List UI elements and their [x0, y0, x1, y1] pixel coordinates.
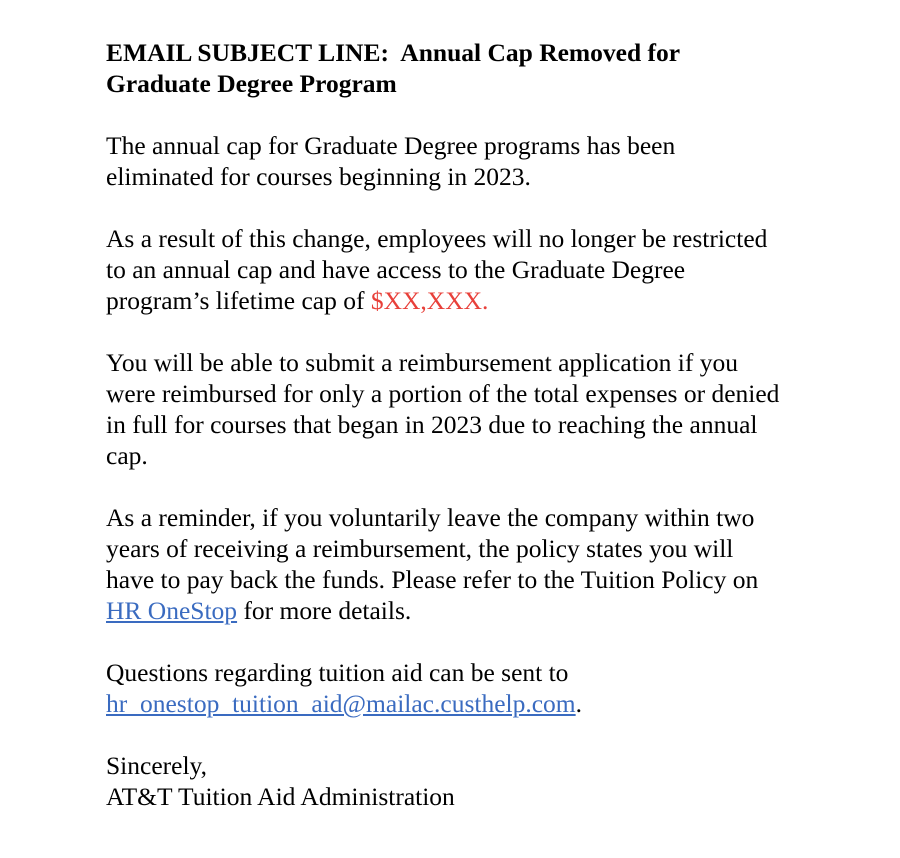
email-document	[106, 37, 786, 812]
hr-onestop-link[interactable]: HR OneStop	[106, 596, 238, 625]
lifetime-cap-amount: $XX,XXX.	[370, 286, 489, 315]
paragraph-lifetime-cap	[106, 223, 786, 316]
email-signoff	[106, 750, 786, 812]
paragraph-reimbursement-application: You will be able to submit a reimbursement application if you were reimbursed for only a portion of the total expenses or denied in full for courses that began in 2023 due to reaching the annual cap.	[106, 348, 780, 470]
paragraph-reminder	[106, 502, 786, 626]
reminder-text: As a reminder, if you voluntarily leave the company within two years of receiving a reimbursement, the policy states you will have to pay back the funds. Please refer to the Tuition Policy on	[106, 503, 759, 594]
closing-text: Sincerely,	[106, 751, 208, 780]
email-subject-line	[106, 37, 786, 99]
subject-text: Annual Cap Removed for Graduate Degree Program	[106, 38, 680, 98]
paragraph-cap-eliminated: The annual cap for Graduate Degree programs has been eliminated for courses beginning in 2023.	[106, 131, 676, 191]
reminder-suffix: for more details.	[237, 596, 412, 625]
tuition-aid-email-link[interactable]: hr_onestop_tuition_aid@mailac.custhelp.com	[106, 689, 576, 718]
paragraph-questions	[106, 657, 786, 719]
subject-label: EMAIL SUBJECT LINE:	[106, 38, 389, 67]
questions-suffix: .	[575, 689, 583, 718]
lifetime-cap-text: As a result of this change, employees will no longer be restricted to an annual cap and have access to the Graduate Degree program’s lifetime cap of	[106, 224, 768, 315]
questions-text: Questions regarding tuition aid can be sent to	[106, 658, 569, 687]
signature-text: AT&T Tuition Aid Administration	[106, 782, 455, 811]
